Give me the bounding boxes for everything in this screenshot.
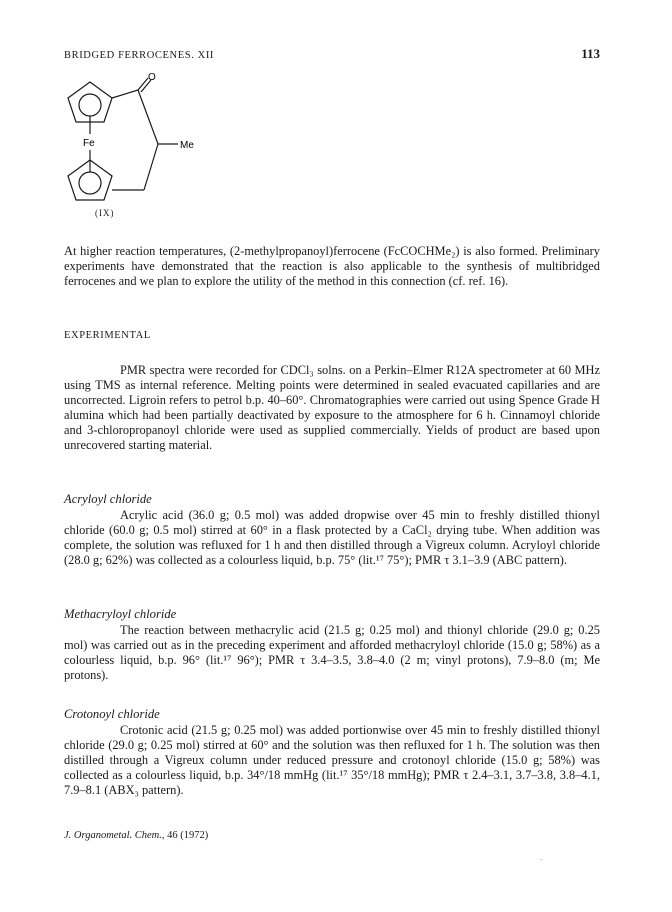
- oxygen-atom-label: O: [148, 72, 156, 83]
- bridge-bond-1: [112, 90, 138, 98]
- page-number: 113: [581, 46, 600, 61]
- methacryloyl-paragraph: The reaction between methacrylic acid (21.5 g; 0.25 mol) and thionyl chloride (29.0 g; 0.25 mol) was carried out as in the preceding experiment and afforded methacryloyl chloride (15.0 g; 58%) as a colourless liquid, b.p. 96° (lit.¹⁷ 96°); PMR τ 3.4–3.5, 3.8–4.0 (2 m; vinyl protons), 7.9–8.0 (m; Me protons).: [64, 623, 600, 682]
- methacryloyl-heading: Methacryloyl chloride: [64, 607, 177, 621]
- compound-label: (IX): [95, 208, 115, 218]
- crotonoyl-paragraph: Crotonic acid (21.5 g; 0.25 mol) was added portionwise over 45 min to freshly distilled thionyl chloride (29.0 g; 0.25 mol) stirred at 60° and the solution was then refluxed for 1 h. The solution was then distilled through a Vigreux column under reduced pressure and crotonoyl chloride (15.0 g; 58%) was collected as a colourless liquid, b.p. 34°/18 mmHg (lit.¹⁷ 35°/18 mmHg); PMR τ 2.4–3.1, 3.7–3.8, 3.8–4.1, 7.9–8.1 (ABX₃ pattern).: [64, 723, 600, 797]
- bridge-bond-3: [144, 144, 158, 190]
- experimental-paragraph: PMR spectra were recorded for CDCl₃ solns. on a Perkin–Elmer R12A spectrometer at 60 MHz using TMS as internal reference. Melting points were determined in sealed evacuated capillaries and are uncorrected. Ligroin refers to petrol b.p. 40–60°. Chromatographies were carried out using Spence Grade H alumina which had been partially deactivated by exposure to the atmosphere for 6 h. Cinnamoyl chloride and 3-chloropropanoyl chloride were used as supplied commercially. Yields of product are based upon unrecovered starting material.: [64, 363, 600, 452]
- crotonoyl-heading: Crotonoyl chloride: [64, 707, 160, 721]
- carbonyl-bond-a: [138, 78, 148, 90]
- intro-paragraph: At higher reaction temperatures, (2-methylpropanoyl)ferrocene (FcCOCHMe₂) is also formed. Preliminary experiments have demonstrated that the reaction is also applicable to the synthesis of multibridged ferrocenes and we plan to explore the utility of the method in this connection (cf. ref. 16).: [64, 244, 600, 288]
- lower-cp-aromatic-circle: [79, 172, 101, 194]
- experimental-heading: EXPERIMENTAL: [64, 330, 151, 341]
- upper-cp-aromatic-circle: [79, 94, 101, 116]
- journal-name: J. Organometal. Chem.,: [64, 830, 165, 841]
- bridged-ferrocene-diagram: [52, 72, 242, 232]
- running-head: BRIDGED FERROCENES. XII: [64, 50, 215, 61]
- page-header: [64, 46, 600, 62]
- iron-atom-label: Fe: [83, 138, 95, 149]
- methyl-group-label: Me: [180, 140, 194, 151]
- scan-mark: -: [540, 855, 543, 864]
- journal-footer: [64, 830, 208, 841]
- acryloyl-heading: Acryloyl chloride: [64, 492, 152, 506]
- acryloyl-paragraph: Acrylic acid (36.0 g; 0.5 mol) was added dropwise over 45 min to freshly distilled thionyl chloride (60.0 g; 0.5 mol) stirred at 60° in a flask protected by a CaCl₂ drying tube. When addition was complete, the solution was refluxed for 1 h and then distilled through a Vigreux column. Acryloyl chloride (28.0 g; 62%) was collected as a colourless liquid, b.p. 75° (lit.¹⁷ 75°); PMR τ 3.1–3.9 (ABC pattern).: [64, 508, 600, 567]
- bridge-bond-2: [138, 90, 158, 144]
- journal-volume: 46 (1972): [167, 830, 209, 841]
- chemical-structure: [52, 72, 242, 232]
